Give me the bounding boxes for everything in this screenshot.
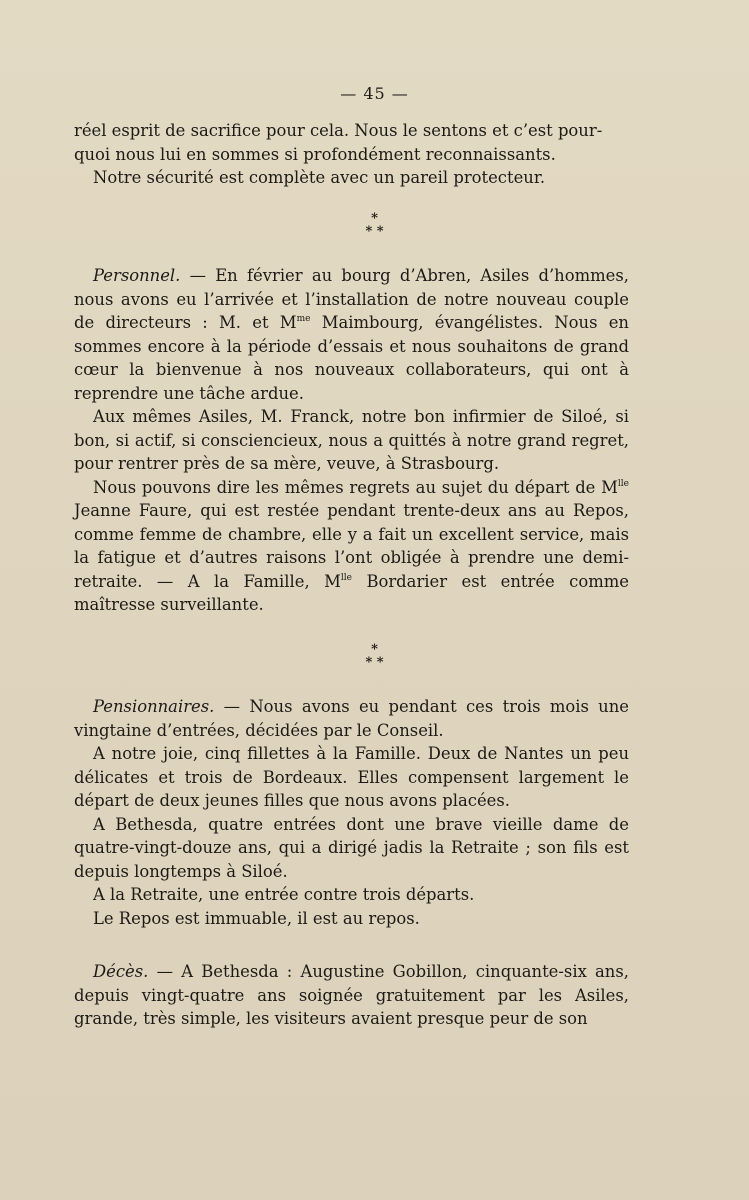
separator-star-top: * <box>371 642 378 657</box>
personnel-p3-text-b: Jeanne Faure, qui est restée pendant trente-deux ans au Repos, comme femme de chambre, elle y a fait un excellent service, mais la fatigue et d’autres raisons l’ont obligée à prendre une demi-retraite. — A la Famille, M <box>74 501 629 591</box>
pensionnaires-paragraph-4: A la Retraite, une entrée contre trois départs. <box>93 885 475 904</box>
section-personnel <box>74 264 629 617</box>
personnel-text-a: — En février au bourg d’Abren, Asiles d’hommes, nous avons eu l’arrivée et l’installation de notre nouveau couple de directeurs : M. et M <box>74 266 629 332</box>
paragraph-security: Notre sécurité est complète avec un pareil protecteur. <box>93 168 546 187</box>
personnel-heading: Personnel. <box>93 266 181 285</box>
pensionnaires-paragraph-1 <box>74 695 629 742</box>
personnel-text-b: Maimbourg, évangélistes. Nous en sommes encore à la période d’essais et nous souhaitons de grand cœur la bienvenue à nos nouveaux collaborateurs, qui ont à reprendre une tâche ardue. <box>74 313 629 403</box>
page-number: — 45 — <box>340 84 409 103</box>
pensionnaires-text: — Nous avons eu pendant ces trois mois une vingtaine d’entrées, décidées par le Conseil. <box>74 697 629 740</box>
separator-star-bottom: * * <box>365 224 384 239</box>
personnel-paragraph-1 <box>74 264 629 405</box>
personnel-paragraph-2: Aux mêmes Asiles, M. Franck, notre bon infirmier de Siloé, si bon, si actif, si consciencieux, nous a quittés à notre grand regret, pour rentrer près de sa mère, veuve, à Strasbourg. <box>74 407 629 473</box>
personnel-p3-superscript-2: lle <box>340 572 352 583</box>
personnel-p3-text-a: Nous pouvons dire les mêmes regrets au sujet du départ de M <box>93 477 618 497</box>
separator-star-top: * <box>371 211 378 226</box>
section-separator-2 <box>0 643 749 669</box>
pensionnaires-paragraph-3: A Bethesda, quatre entrées dont une brave vieille dame de quatre-vingt-douze ans, qui a dirigé jadis la Retraite ; son fils est depuis longtemps à Siloé. <box>74 814 629 881</box>
personnel-p3-text-c: Bordarier est entrée comme maîtresse surveillante. <box>74 571 629 614</box>
pensionnaires-heading: Pensionnaires. <box>93 697 215 716</box>
separator-star-bottom: * * <box>365 655 384 670</box>
deces-text: — A Bethesda : Augustine Gobillon, cinquante-six ans, depuis vingt-quatre ans soignée gratuitement par les Asiles, grande, très simple, les visiteurs avaient presque peur de son <box>74 962 629 1028</box>
section-pensionnaires <box>74 695 629 930</box>
pensionnaires-paragraph-2: A notre joie, cinq fillettes à la Famille. Deux de Nantes un peu délicates et trois de Bordeaux. Elles compensent largement le départ de deux jeunes filles que nous avons placées. <box>74 744 629 810</box>
personnel-p3-superscript-1: lle <box>617 478 629 489</box>
section-deces <box>74 960 629 1031</box>
deces-heading: Décès. <box>93 962 149 981</box>
paragraph-continuation <box>74 119 629 166</box>
opening-text <box>74 119 629 190</box>
personnel-paragraph-3 <box>74 476 629 617</box>
personnel-superscript: me <box>296 314 311 324</box>
continuation-line-1: réel esprit de sacrifice pour cela. Nous le sentons et c’est pour- <box>74 121 603 140</box>
continuation-line-2: quoi nous lui en sommes si profondément reconnaissants. <box>74 144 556 164</box>
deces-paragraph-1 <box>74 960 629 1031</box>
pensionnaires-paragraph-5: Le Repos est immuable, il est au repos. <box>93 908 420 928</box>
section-separator <box>0 212 749 238</box>
